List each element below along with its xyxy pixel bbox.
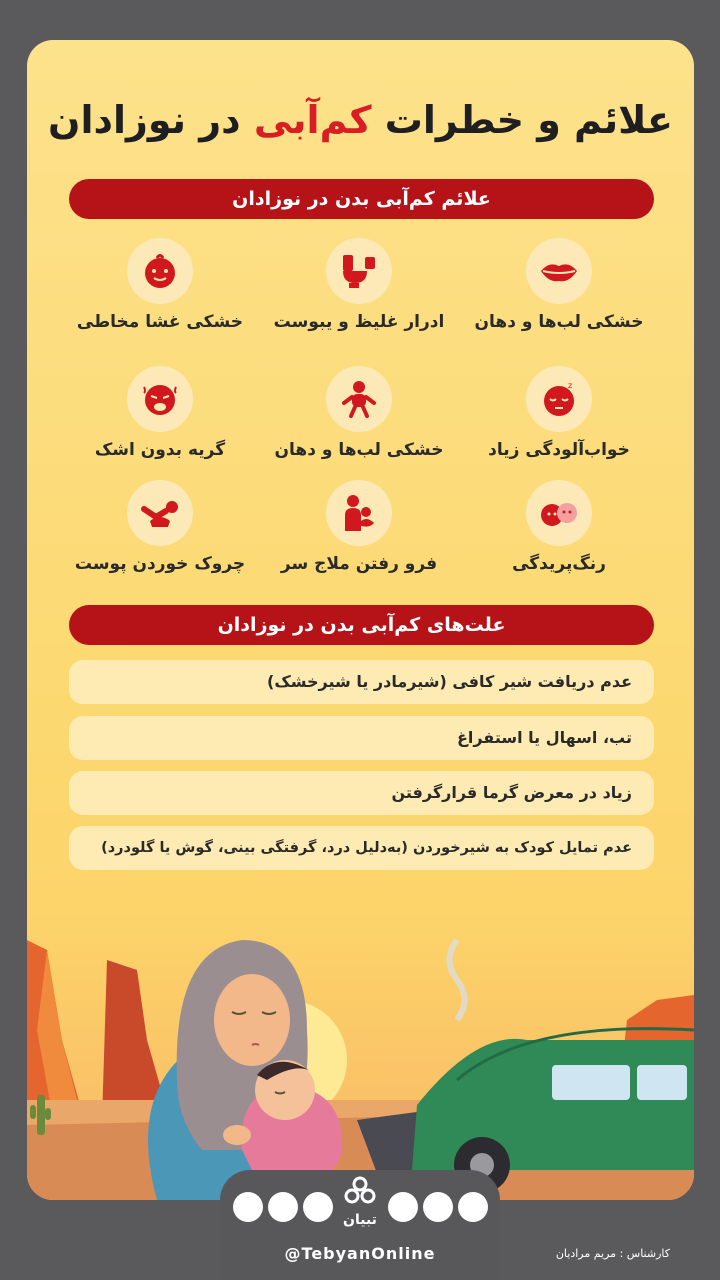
- symptom-item: [60, 238, 260, 332]
- symptom-icon-circle: [326, 238, 392, 304]
- crawling-baby-icon: [140, 493, 180, 533]
- baby-body-icon: [339, 379, 379, 419]
- social-handle: @TebyanOnline: [284, 1244, 436, 1263]
- lips-icon: [539, 251, 579, 291]
- cause-text: عدم تمایل کودک به شیرخوردن (به‌دلیل درد، گرفتگی بینی، گوش یا گلودرد): [101, 840, 632, 856]
- symptom-item: [259, 366, 459, 460]
- symptom-icon-circle: [127, 238, 193, 304]
- title-part-1: علائم و خطرات: [384, 98, 673, 142]
- symptom-item: [60, 480, 260, 574]
- symptom-item: [459, 480, 659, 574]
- symptom-label: گریه بدون اشک: [94, 440, 226, 460]
- cause-item: [69, 660, 654, 704]
- title-part-2: در نوزادان: [48, 98, 241, 142]
- infographic-card: [27, 40, 694, 1200]
- symptom-label: خشکی لب‌ها و دهان: [474, 312, 644, 332]
- cause-text: زیاد در معرض گرما قرارگرفتن: [391, 783, 632, 802]
- symptom-label: چروک خوردن پوست: [74, 554, 246, 574]
- symptom-icon-circle: [127, 480, 193, 546]
- sleepy-face-icon: [539, 379, 579, 419]
- toilet-icon: [339, 251, 379, 291]
- symptom-label: فرو رفتن ملاج سر: [280, 554, 438, 574]
- crying-face-icon: [140, 379, 180, 419]
- symptom-icon-circle: [127, 366, 193, 432]
- tebyan-logo: [0, 1176, 720, 1228]
- pale-faces-icon: [539, 493, 579, 533]
- symptom-label: خشکی لب‌ها و دهان: [274, 440, 444, 460]
- symptom-item: [459, 366, 659, 460]
- symptom-label: رنگ‌پریدگی: [512, 554, 606, 574]
- symptoms-heading: علائم کم‌آبی بدن در نوزادان: [69, 179, 654, 219]
- baby-face-icon: [140, 251, 180, 291]
- symptom-label: ادرار غلیظ و یبوست: [273, 312, 445, 332]
- cause-item: [69, 716, 654, 760]
- tebyan-logo-mark: [340, 1176, 380, 1208]
- symptom-item: [459, 238, 659, 332]
- symptom-icon-circle: [526, 238, 592, 304]
- svg-text:z: z: [568, 381, 573, 390]
- symptom-label: خشکی غشا مخاطی: [76, 312, 244, 332]
- symptom-item: [259, 480, 459, 574]
- symptom-icon-circle: [326, 480, 392, 546]
- desert-scene-illustration: [27, 880, 694, 1200]
- mother-baby-icon: [339, 493, 379, 533]
- causes-heading: علت‌های کم‌آبی بدن در نوزادان: [69, 605, 654, 645]
- cause-item: [69, 771, 654, 815]
- cause-item: [69, 826, 654, 870]
- symptom-icon-circle: [326, 366, 392, 432]
- symptom-item: [60, 366, 260, 460]
- symptom-icon-circle: [526, 480, 592, 546]
- cause-text: عدم دریافت شیر کافی (شیرمادر یا شیرخشک): [267, 672, 632, 691]
- expert-credit: کارشناس : مریم مرادیان: [555, 1247, 670, 1260]
- symptom-item: [259, 238, 459, 332]
- symptom-label: خواب‌آلودگی زیاد: [488, 440, 630, 460]
- symptom-icon-circle: [526, 366, 592, 432]
- cause-text: تب، اسهال یا استفراغ: [456, 728, 632, 747]
- page-title: [27, 98, 694, 142]
- brand-name: تبیان: [343, 1212, 377, 1228]
- title-highlight: کم‌آبی: [253, 98, 372, 142]
